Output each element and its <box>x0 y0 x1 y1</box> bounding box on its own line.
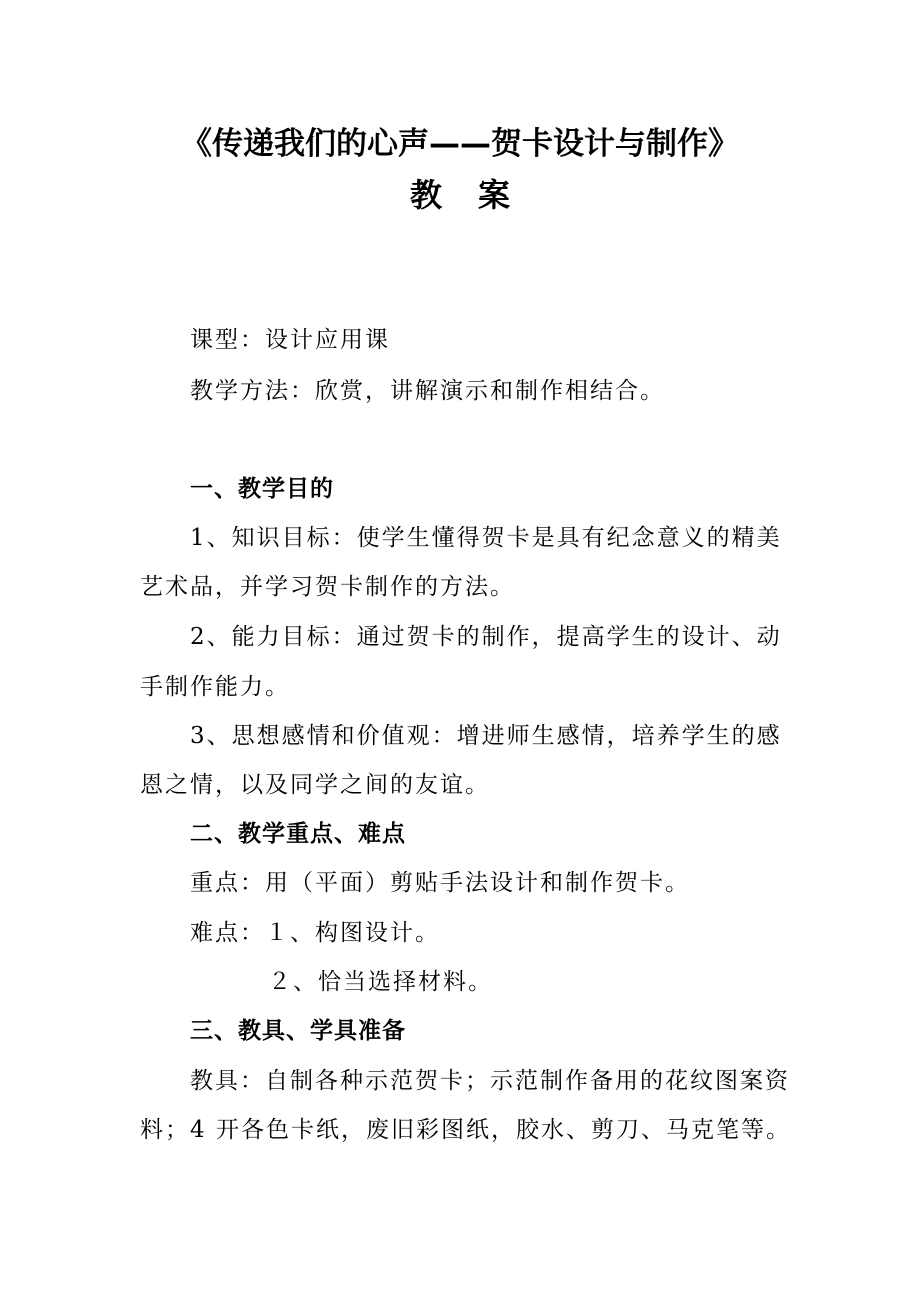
section-heading-materials: 三、教具、学具准备 <box>190 1018 406 1044</box>
objective-2-line-1: 2、能力目标：通过贺卡的制作，提高学生的设计、动 <box>190 624 782 650</box>
objective-2-line-2: 手制作能力。 <box>140 674 290 700</box>
focus-point: 重点：用（平面）剪贴手法设计和制作贺卡。 <box>190 870 690 896</box>
section-heading-key-points: 二、教学重点、难点 <box>190 821 406 847</box>
teaching-method: 教学方法：欣赏，讲解演示和制作相结合。 <box>190 378 665 404</box>
difficulty-2: ２、恰当选择材料。 <box>268 969 493 995</box>
document-subtitle: 教案 <box>409 176 546 214</box>
document-title: 《传递我们的心声——贺卡设计与制作》 <box>181 126 739 162</box>
objective-1-line-2: 艺术品，并学习贺卡制作的方法。 <box>140 574 515 600</box>
difficulty-1: 难点：１、构图设计。 <box>190 920 440 946</box>
materials-line-2: 料；4 开各色卡纸，废旧彩图纸，胶水、剪刀、马克笔等。 <box>140 1117 791 1143</box>
objective-1-line-1: 1、知识目标：使学生懂得贺卡是具有纪念意义的精美 <box>190 525 782 551</box>
course-type: 课型：设计应用课 <box>190 327 390 353</box>
objective-3-line-1: 3、思想感情和价值观：增进师生感情，培养学生的感 <box>190 723 782 749</box>
materials-line-1: 教具：自制各种示范贺卡；示范制作备用的花纹图案资 <box>190 1068 790 1094</box>
objective-3-line-2: 恩之情，以及同学之间的友谊。 <box>140 772 490 798</box>
section-heading-objectives: 一、教学目的 <box>190 476 334 502</box>
